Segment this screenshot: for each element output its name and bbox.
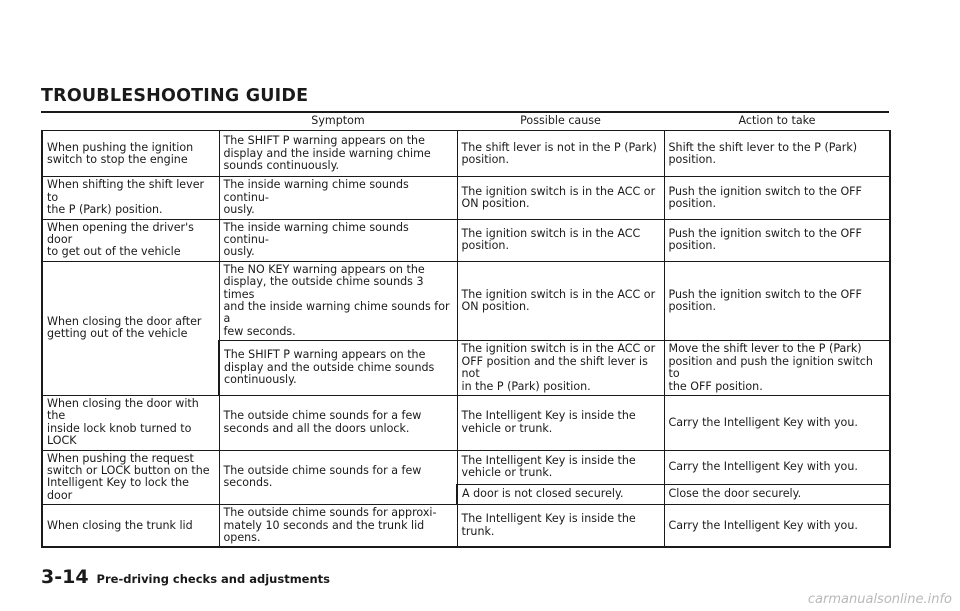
header-cause: Possible cause xyxy=(457,113,664,131)
symptom-cell: The outside chime sounds for a few seconds. xyxy=(219,450,457,505)
header-condition xyxy=(42,113,219,131)
cause-cell: The Intelligent Key is inside the trunk. xyxy=(457,505,664,548)
table-row xyxy=(42,450,890,484)
table-row xyxy=(42,395,890,450)
symptom-cell: The SHIFT P warning appears on the display and the outside chime sounds continuously. xyxy=(219,341,457,396)
cause-cell: The ignition switch is in the ACC or OFF position and the shift lever is not in the P (Park) position. xyxy=(457,341,664,396)
condition-cell: When closing the door after getting out of the vehicle xyxy=(42,261,219,395)
symptom-cell: The inside warning chime sounds continu- ously. xyxy=(219,219,457,261)
symptom-cell: The outside chime sounds for approxi- mately 10 seconds and the trunk lid opens. xyxy=(219,505,457,548)
condition-cell: When closing the door with the inside lock knob turned to LOCK xyxy=(42,395,219,450)
cause-cell: The ignition switch is in the ACC or ON position. xyxy=(457,261,664,340)
condition-cell: When shifting the shift lever to the P (Park) position. xyxy=(42,177,219,219)
action-cell: Close the door securely. xyxy=(664,484,890,504)
action-cell: Carry the Intelligent Key with you. xyxy=(664,450,890,484)
symptom-cell: The SHIFT P warning appears on the display and the inside warning chime sounds continuously. xyxy=(219,131,457,177)
condition-cell: When closing the trunk lid xyxy=(42,505,219,548)
page-footer xyxy=(41,566,330,588)
page-number: 3-14 xyxy=(41,566,89,588)
action-cell: Push the ignition switch to the OFF position. xyxy=(664,177,890,219)
cause-cell: The ignition switch is in the ACC or ON position. xyxy=(457,177,664,219)
cause-cell: The ignition switch is in the ACC position. xyxy=(457,219,664,261)
action-cell: Shift the shift lever to the P (Park) position. xyxy=(664,131,890,177)
cause-cell: The Intelligent Key is inside the vehicle or trunk. xyxy=(457,395,664,450)
cause-cell: The shift lever is not in the P (Park) position. xyxy=(457,131,664,177)
table-row xyxy=(42,131,890,177)
condition-cell: When opening the driver's door to get out of the vehicle xyxy=(42,219,219,261)
symptom-cell: The NO KEY warning appears on the display, the outside chime sounds 3 times and the inside warning chime sounds for a few seconds. xyxy=(219,261,457,340)
table-header-row xyxy=(42,113,890,131)
cause-cell: The Intelligent Key is inside the vehicle or trunk. xyxy=(457,450,664,484)
symptom-cell: The inside warning chime sounds continu- ously. xyxy=(219,177,457,219)
table-row xyxy=(42,505,890,548)
action-cell: Move the shift lever to the P (Park) position and push the ignition switch to the OFF position. xyxy=(664,341,890,396)
action-cell: Push the ignition switch to the OFF position. xyxy=(664,261,890,340)
watermark: carmanualsonline.info xyxy=(807,592,952,607)
table-row xyxy=(42,177,890,219)
page-title: TROUBLESHOOTING GUIDE xyxy=(41,86,309,106)
cause-cell: A door is not closed securely. xyxy=(457,484,664,504)
action-cell: Carry the Intelligent Key with you. xyxy=(664,395,890,450)
condition-cell: When pushing the ignition switch to stop the engine xyxy=(42,131,219,177)
section-title: Pre-driving checks and adjustments xyxy=(96,572,331,586)
header-symptom: Symptom xyxy=(219,113,457,131)
troubleshooting-table xyxy=(41,113,891,548)
table-row xyxy=(42,261,890,340)
symptom-cell: The outside chime sounds for a few seconds and all the doors unlock. xyxy=(219,395,457,450)
condition-cell: When pushing the request switch or LOCK button on the Intelligent Key to lock the door xyxy=(42,450,219,505)
action-cell: Carry the Intelligent Key with you. xyxy=(664,505,890,548)
table-row xyxy=(42,219,890,261)
header-action: Action to take xyxy=(664,113,890,131)
action-cell: Push the ignition switch to the OFF position. xyxy=(664,219,890,261)
